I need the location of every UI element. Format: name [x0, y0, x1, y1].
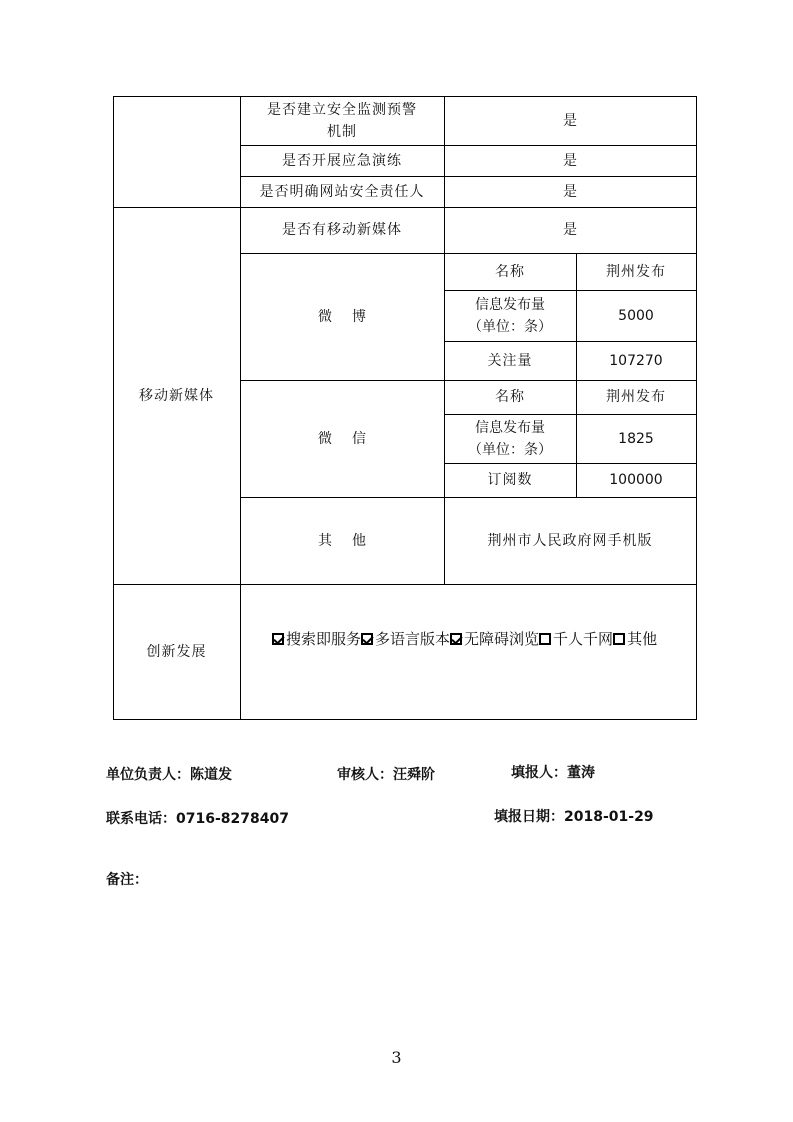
- fill-date: 填报日期：2018-01-29: [494, 809, 654, 825]
- weibo-posts-value: 5000: [618, 307, 654, 324]
- remarks-label: 备注：: [106, 872, 148, 888]
- option-accessibility: 无障碍浏览: [464, 630, 540, 648]
- wechat-posts-value: 1825: [618, 430, 654, 447]
- filler: 填报人：董涛: [511, 765, 595, 781]
- other-label: 其他: [318, 532, 386, 549]
- option-multilingual: 多语言版本: [375, 630, 451, 648]
- checkbox-unchecked-icon[interactable]: [613, 633, 625, 645]
- option-search-service: 搜索即服务: [286, 630, 362, 648]
- reviewer: 审核人：汪舜阶: [337, 767, 435, 783]
- wechat-name-label: 名称: [495, 389, 525, 405]
- checkbox-checked-icon[interactable]: [450, 633, 462, 645]
- drill-value: 是: [563, 152, 577, 169]
- monitor-label: 是否建立安全监测预警 机制: [267, 101, 417, 140]
- mobile-section-label: 移动新媒体: [139, 387, 214, 404]
- table-border-bottom: [113, 719, 697, 720]
- contact-phone: 联系电话：0716-8278407: [106, 811, 289, 827]
- drill-label: 是否开展应急演练: [282, 152, 402, 169]
- weibo-posts-label: 信息发布量 （单位：条）: [468, 296, 552, 335]
- checkbox-checked-icon[interactable]: [272, 633, 284, 645]
- weibo-name-value: 荆州发布: [606, 263, 666, 280]
- wechat-label: 微信: [318, 430, 386, 447]
- checkbox-unchecked-icon[interactable]: [539, 633, 551, 645]
- owner-label: 是否明确网站安全责任人: [259, 183, 425, 200]
- weibo-follow-label: 关注量: [487, 352, 533, 369]
- wechat-sub-value: 100000: [609, 472, 663, 488]
- owner-value: 是: [563, 183, 577, 200]
- other-value: 荆州市人民政府网手机版: [487, 532, 653, 549]
- wechat-name-value: 荆州发布: [606, 389, 666, 405]
- wechat-sub-label: 订阅数: [487, 472, 533, 488]
- weibo-name-label: 名称: [495, 263, 525, 280]
- has-mobile-label: 是否有移动新媒体: [282, 222, 402, 238]
- innovation-options: [272, 628, 657, 649]
- innovation-label: 创新发展: [146, 643, 207, 660]
- table-border-right: [696, 96, 697, 720]
- checkbox-checked-icon[interactable]: [361, 633, 373, 645]
- option-other: 其他: [627, 630, 658, 648]
- page-number: 3: [391, 1048, 402, 1067]
- option-personalized: 千人千网: [553, 630, 614, 648]
- unit-head: 单位负责人：陈道发: [106, 767, 232, 783]
- wechat-posts-label: 信息发布量 （单位：条）: [468, 419, 552, 458]
- monitor-value: 是: [563, 112, 577, 129]
- weibo-follow-value: 107270: [609, 352, 663, 369]
- has-mobile-value: 是: [563, 222, 577, 238]
- weibo-label: 微博: [318, 308, 386, 325]
